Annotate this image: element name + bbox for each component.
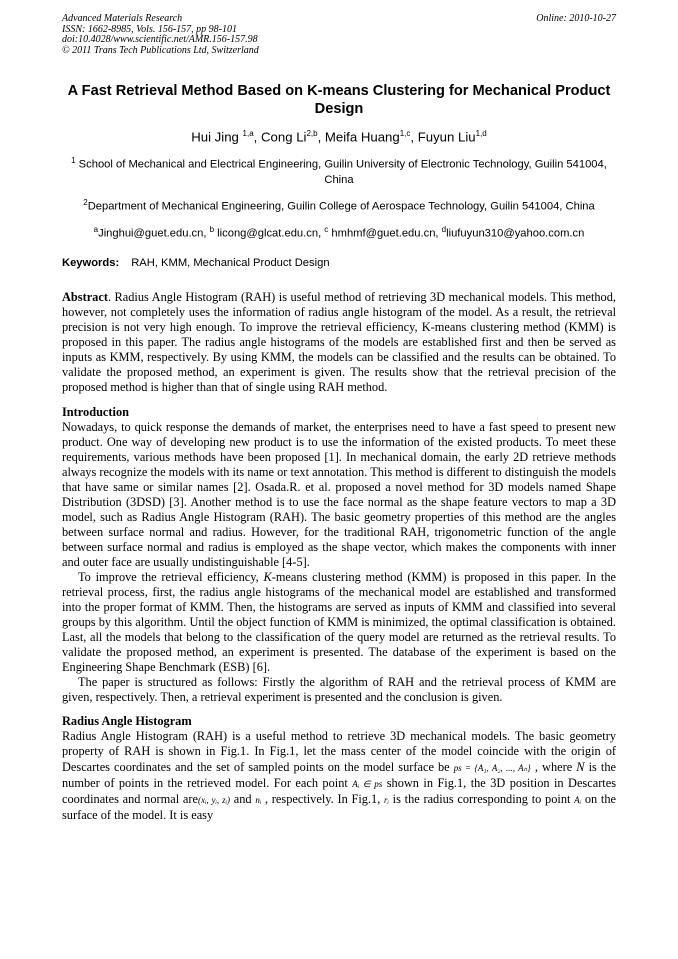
formula-normal: nᵢ	[255, 794, 262, 805]
journal-header	[62, 14, 616, 56]
text-run: To improve the retrieval efficiency,	[78, 569, 264, 584]
keywords	[62, 256, 616, 270]
email-mark: d	[441, 225, 447, 235]
affiliation-text: Department of Mechanical Engineering, Guilin College of Aerospace Technology, Guilin 541004, China	[87, 201, 595, 214]
issn-line: ISSN: 1662-8985, Vols. 156-157, pp 98-101	[62, 23, 237, 35]
text-run: and	[230, 791, 256, 806]
author-affil-mark: 1,c	[399, 129, 411, 139]
text-run: shown in Fig.1, the 3D position in Descartes coordinates and normal are	[62, 775, 617, 806]
email-list	[62, 223, 616, 241]
email: hmhmf@guet.edu.cn,	[328, 228, 442, 241]
paper-page	[62, 14, 616, 823]
formula-point: Aᵢ	[574, 794, 582, 805]
author-affil-mark: 1,d	[475, 129, 487, 139]
text-run: -means clustering method (KMM) is proposed in this paper. In the retrieval process, first, the radius angle histograms of the mechanical model are established and transformed into the proper format of KMM. Then, the histograms are served as inputs of KMM and classified into several groups by this algorithm. Until the object function of KMM is minimized, the optimal classification is obtained. Last, all the models that belong to the classification of the query model are returned as the retrieval results. To validate the proposed method, an experiment is presented. The database of the experiment is based on the Engineering Shape Benchmark (ESB) [6].	[62, 569, 616, 675]
abstract	[62, 290, 616, 395]
author-name: Meifa Huang	[324, 129, 400, 145]
formula-point-set: ps = {A₁, A₂, ..., Aₙ}	[453, 762, 531, 773]
intro-paragraph-1: Nowadays, to quick response the demands of market, the enterprises need to have a fast speed to present new product. One way of developing new product is to use the information of the existed products. To meet these requirements, various methods have been proposed [1]. In mechanical domain, the early 2D retrieve methods always recognize the models with its name or text annotation. This method is different to distinguish the models that have same or similar names [2]. Osada.R. et al. proposed a novel method for 3D models named Shape Distribution (3DSD) [3]. Another method is to use the face normal as the shape feature vectors to map a 3D model, such as Radius Angle Histogram (RAH). The basic geometry properties of this method are the angles between surface normal and radius. However, for the traditional RAH, trigonometric function of the angle between surface normal and radius is employed as the shape vector, which makes the components with inner and outer face are usually undistinguishable [4-5].	[62, 419, 616, 569]
text-run: , where	[530, 759, 577, 774]
keywords-label: Keywords:	[62, 257, 120, 270]
affiliation-text: School of Mechanical and Electrical Engineering, Guilin University of Electronic Technology, Guilin 541004, China	[75, 158, 607, 186]
email-mark: c	[324, 225, 329, 235]
copyright-line: © 2011 Trans Tech Publications Ltd, Switzerland	[62, 44, 259, 56]
email: licong@glcat.edu.cn,	[214, 228, 325, 241]
abstract-label: Abstract	[62, 290, 108, 305]
author-name: Fuyun Liu	[417, 129, 476, 145]
email: liufuyun310@yahoo.com.cn	[446, 228, 585, 241]
email-mark: b	[209, 225, 215, 235]
author-name: Hui Jing	[191, 129, 243, 145]
section-heading-rah: Radius Angle Histogram	[62, 714, 192, 729]
keywords-text: RAH, KMM, Mechanical Product Design	[131, 257, 330, 270]
section-heading-introduction: Introduction	[62, 404, 129, 419]
affiliation-mark: 2	[83, 198, 88, 208]
author-list: Hui Jing $^{1,a}$, Cong Li$^{2,b}$, Meifa Huang$^{1,c}$, Fuyun Liu$^{1,d}$	[191, 129, 487, 145]
author-affil-mark: 1,a	[242, 129, 254, 139]
text-run: on the surface of the model. It is easy	[62, 791, 616, 822]
paper-title: A Fast Retrieval Method Based on K-means Clustering for Mechanical Product Design	[67, 83, 611, 118]
formula-radius: rᵢ	[384, 794, 389, 805]
doi-line: doi:10.4028/www.scientific.net/AMR.156-157.98	[62, 34, 258, 46]
abstract-text: . Radius Angle Histogram (RAH) is useful method of retrieving 3D mechanical models. This method, however, not completely uses the information of radius angle histogram of the model. As a result, the retrieval precision is not very high enough. To improve the retrieval efficiency, K-means clustering method (KMM) is proposed in this paper. The radius angle histograms of the models are established first and then be served as inputs as KMM, respectively. By using KMM, the models can be classified and the results can be obtained. To validate the proposed method, an experiment is given. The results show that the retrieval precision of the proposed method is higher than that of single using RAH method.	[62, 290, 616, 395]
text-run: , respectively. In Fig.1,	[261, 791, 385, 806]
intro-paragraph-2	[62, 570, 616, 675]
author-name: Cong Li	[261, 129, 307, 145]
affiliation-2	[62, 195, 616, 215]
intro-paragraph-3: The paper is structured as follows: Firstly the algorithm of RAH and the retrieval process of KMM are given, respectively. Then, a retrieval experiment is presented and the conclusion is given.	[62, 675, 616, 705]
text-run: is the number of points in the retrieved model. For each point	[62, 759, 616, 790]
affiliation-1	[62, 153, 616, 189]
formula-position: (xᵢ, yᵢ, zᵢ)	[197, 794, 231, 805]
text-run-italic: K	[263, 569, 272, 584]
rah-paragraph-1	[62, 729, 616, 822]
affiliation-mark: 1	[71, 155, 76, 165]
journal-name: Advanced Materials Research	[62, 13, 183, 24]
text-run: Radius Angle Histogram (RAH) is a useful method to retrieve 3D mechanical models. The basic geometry property of RAH is shown in Fig.1. In Fig.1, let the mass center of the model coincide with the origin of Descartes coordinates and the set of sampled points on the model surface be	[62, 729, 616, 774]
email-mark: a	[93, 225, 99, 235]
author-affil-mark: 2,b	[306, 129, 318, 139]
email: Jinghui@guet.edu.cn,	[98, 228, 210, 241]
online-date: Online: 2010-10-27	[536, 13, 616, 24]
text-run: is the radius corresponding to point	[388, 791, 575, 806]
variable-n: N	[576, 759, 585, 774]
formula-point-membership: Aᵢ ∈ ps	[352, 778, 383, 789]
